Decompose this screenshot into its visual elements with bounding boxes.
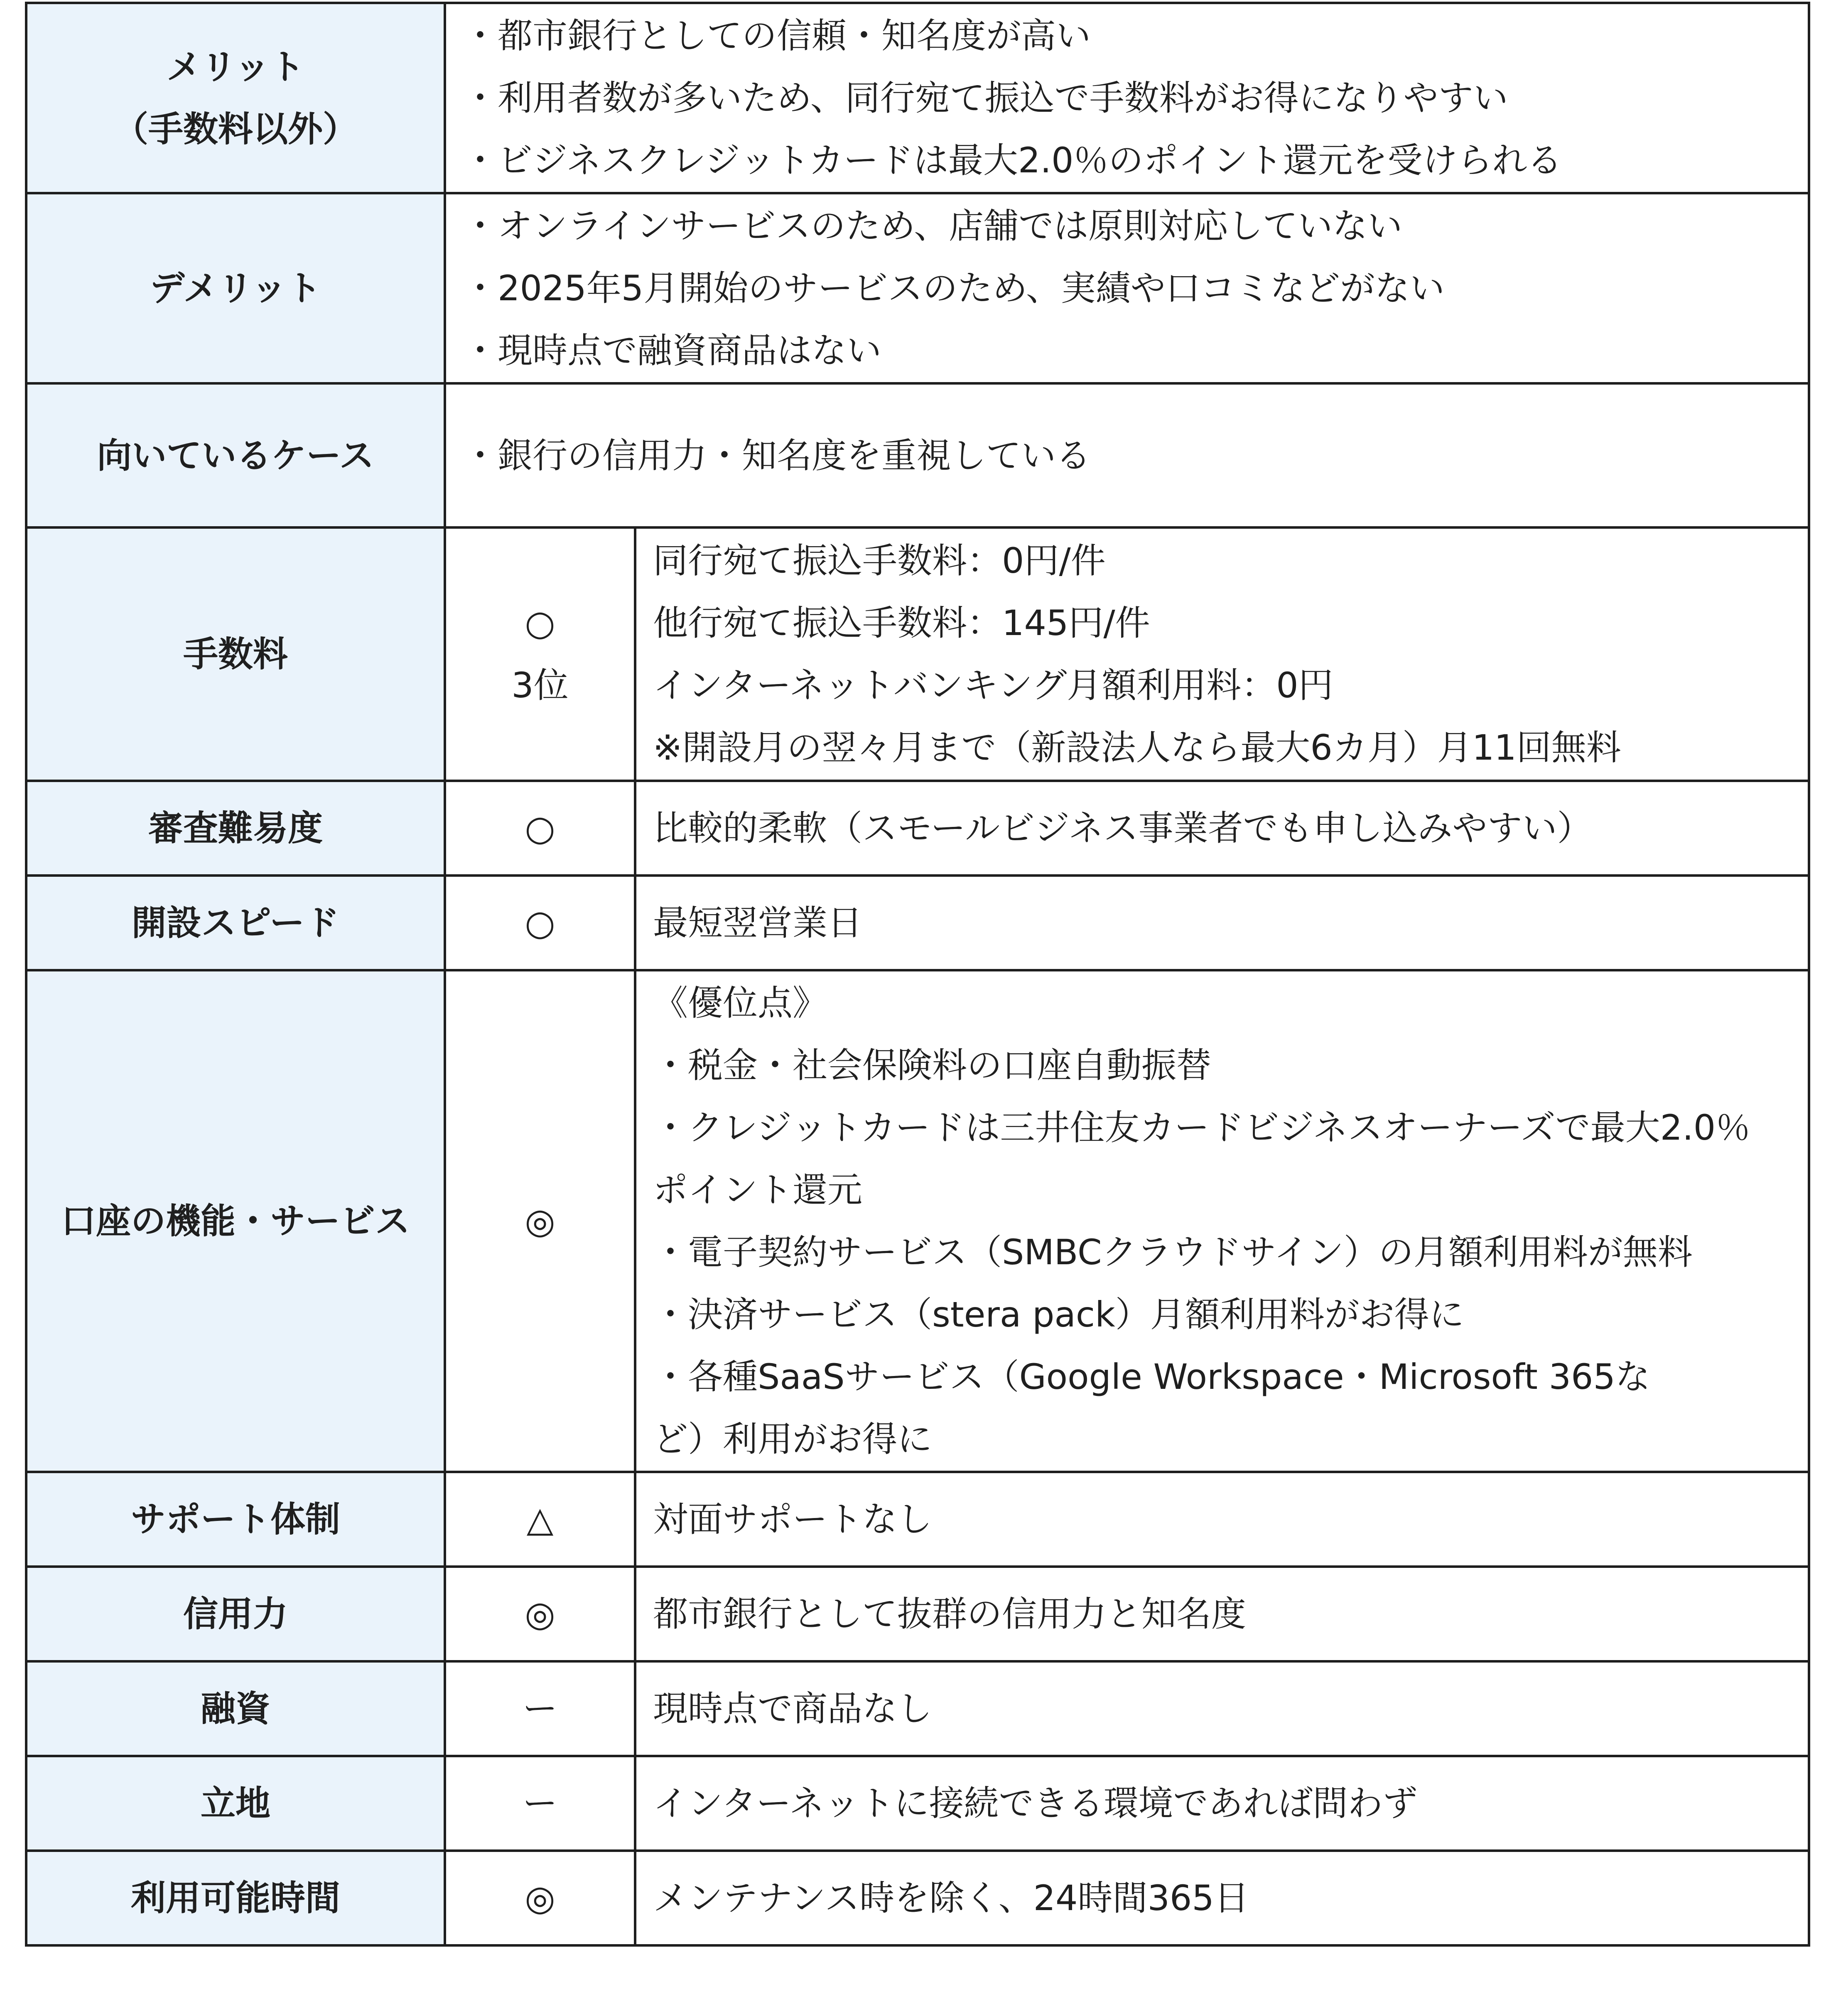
- row-label-line: メリット: [166, 47, 305, 87]
- table-row-financing: [26, 1661, 1809, 1756]
- rating-mark: [445, 1567, 635, 1661]
- rating-symbol: ◎: [525, 1594, 555, 1634]
- detail-line: ・決済サービス（stera pack）月額利用料がお得に: [653, 1294, 1464, 1335]
- row-detail: [635, 1851, 1809, 1945]
- row-label: [26, 1567, 445, 1661]
- table-row-account-features: [26, 970, 1809, 1472]
- row-label-line: デメリット: [150, 268, 322, 309]
- row-label: [26, 1661, 445, 1756]
- rating-symbol: ○: [525, 603, 555, 643]
- table-row-merit: [26, 3, 1809, 193]
- row-detail: [635, 970, 1809, 1472]
- detail-line: インターネットに接続できる環境であれば問わず: [653, 1783, 1418, 1824]
- detail-line: 同行宛て振込手数料：0円/件: [653, 540, 1106, 581]
- rating-mark: [445, 1661, 635, 1756]
- row-label-line: 向いているケース: [97, 435, 374, 476]
- row-label: [26, 970, 445, 1472]
- detail-line: ・都市銀行としての信頼・知名度が高い: [463, 15, 1091, 56]
- rating-symbol: ー: [522, 1783, 557, 1824]
- table-row-support: [26, 1472, 1809, 1567]
- row-label: [26, 876, 445, 970]
- rating-symbol: ○: [525, 808, 555, 849]
- detail-line: 他行宛て振込手数料：145円/件: [653, 603, 1150, 643]
- detail-line: 《優位点》: [653, 983, 828, 1023]
- detail-line: ・ビジネスクレジットカードは最大2.0％のポイント還元を受けられる: [463, 140, 1562, 181]
- row-label: [26, 383, 445, 527]
- rating-rank: 3位: [511, 665, 569, 706]
- row-detail: [635, 781, 1809, 876]
- row-label-line: （手数料以外）: [113, 109, 358, 150]
- row-detail: [635, 1567, 1809, 1661]
- row-label-line: 融資: [200, 1688, 270, 1729]
- table-row-screening: [26, 781, 1809, 876]
- rating-mark: [445, 527, 635, 781]
- table-row-fees: [26, 527, 1809, 781]
- detail-line: ・2025年5月開始のサービスのため、実績や口コミなどがない: [463, 268, 1445, 309]
- row-detail: [635, 1472, 1809, 1567]
- rating-mark: [445, 1756, 635, 1851]
- table-row-location: [26, 1756, 1809, 1851]
- row-detail: [445, 3, 1809, 193]
- detail-line: ・銀行の信用力・知名度を重視している: [463, 435, 1091, 476]
- row-detail: [635, 876, 1809, 970]
- row-label: [26, 3, 445, 193]
- row-label-line: 立地: [200, 1783, 270, 1824]
- table-row-suitable-case: [26, 383, 1809, 527]
- rating-symbol: ○: [525, 903, 555, 943]
- row-label-line: 審査難易度: [148, 808, 323, 849]
- row-label: [26, 1851, 445, 1945]
- rating-mark: [445, 1851, 635, 1945]
- rating-mark: [445, 1472, 635, 1567]
- row-label: [26, 1472, 445, 1567]
- comparison-table: [25, 2, 1810, 1947]
- detail-line: ・利用者数が多いため、同行宛て振込で手数料がお得になりやすい: [463, 78, 1508, 118]
- detail-line: 比較的柔軟（スモールビジネス事業者でも申し込みやすい）: [653, 808, 1592, 849]
- row-label-line: 手数料: [183, 634, 288, 674]
- detail-line: 最短翌営業日: [653, 903, 863, 943]
- row-detail: [635, 1756, 1809, 1851]
- detail-line: 都市銀行として抜群の信用力と知名度: [653, 1594, 1247, 1634]
- detail-line: 現時点で商品なし: [653, 1688, 933, 1729]
- row-detail: [445, 383, 1809, 527]
- row-label: [26, 527, 445, 781]
- detail-line: ・オンラインサービスのため、店舗では原則対応していない: [463, 206, 1403, 246]
- detail-line: ど）利用がお得に: [653, 1419, 933, 1459]
- row-label: [26, 781, 445, 876]
- row-label-line: 利用可能時間: [130, 1878, 340, 1918]
- detail-line: ・電子契約サービス（SMBCクラウドサイン）の月額利用料が無料: [653, 1232, 1693, 1273]
- rating-symbol: ー: [522, 1688, 557, 1729]
- detail-line: 対面サポートなし: [653, 1499, 933, 1540]
- rating-mark: [445, 781, 635, 876]
- rating-mark: [445, 970, 635, 1472]
- table-row-opening-speed: [26, 876, 1809, 970]
- detail-line: ポイント還元: [653, 1170, 863, 1210]
- row-label-line: 信用力: [183, 1594, 288, 1634]
- rating-symbol: ◎: [525, 1878, 555, 1918]
- detail-line: ・クレジットカードは三井住友カードビジネスオーナーズで最大2.0％: [653, 1107, 1751, 1148]
- row-label-line: サポート体制: [130, 1499, 340, 1540]
- detail-line: ※開設月の翌々月まで（新設法人なら最大6カ月）月11回無料: [653, 727, 1621, 768]
- row-detail: [445, 193, 1809, 383]
- row-label-line: 口座の機能・サービス: [61, 1201, 410, 1241]
- detail-line: メンテナンス時を除く、24時間365日: [653, 1878, 1249, 1918]
- row-detail: [635, 1661, 1809, 1756]
- detail-line: ・各種SaaSサービス（Google Workspace・Microsoft 365な: [653, 1356, 1650, 1397]
- table-row-demerit: [26, 193, 1809, 383]
- detail-line: ・現時点で融資商品はない: [463, 330, 882, 371]
- row-detail: [635, 527, 1809, 781]
- row-label: [26, 1756, 445, 1851]
- table-row-hours: [26, 1851, 1809, 1945]
- row-label-line: 開設スピード: [131, 903, 340, 943]
- row-label: [26, 193, 445, 383]
- detail-line: ・税金・社会保険料の口座自動振替: [653, 1045, 1212, 1086]
- detail-line: インターネットバンキング月額利用料：0円: [653, 665, 1333, 706]
- rating-symbol: △: [526, 1499, 554, 1540]
- table-row-credibility: [26, 1567, 1809, 1661]
- rating-symbol: ◎: [525, 1201, 555, 1241]
- rating-mark: [445, 876, 635, 970]
